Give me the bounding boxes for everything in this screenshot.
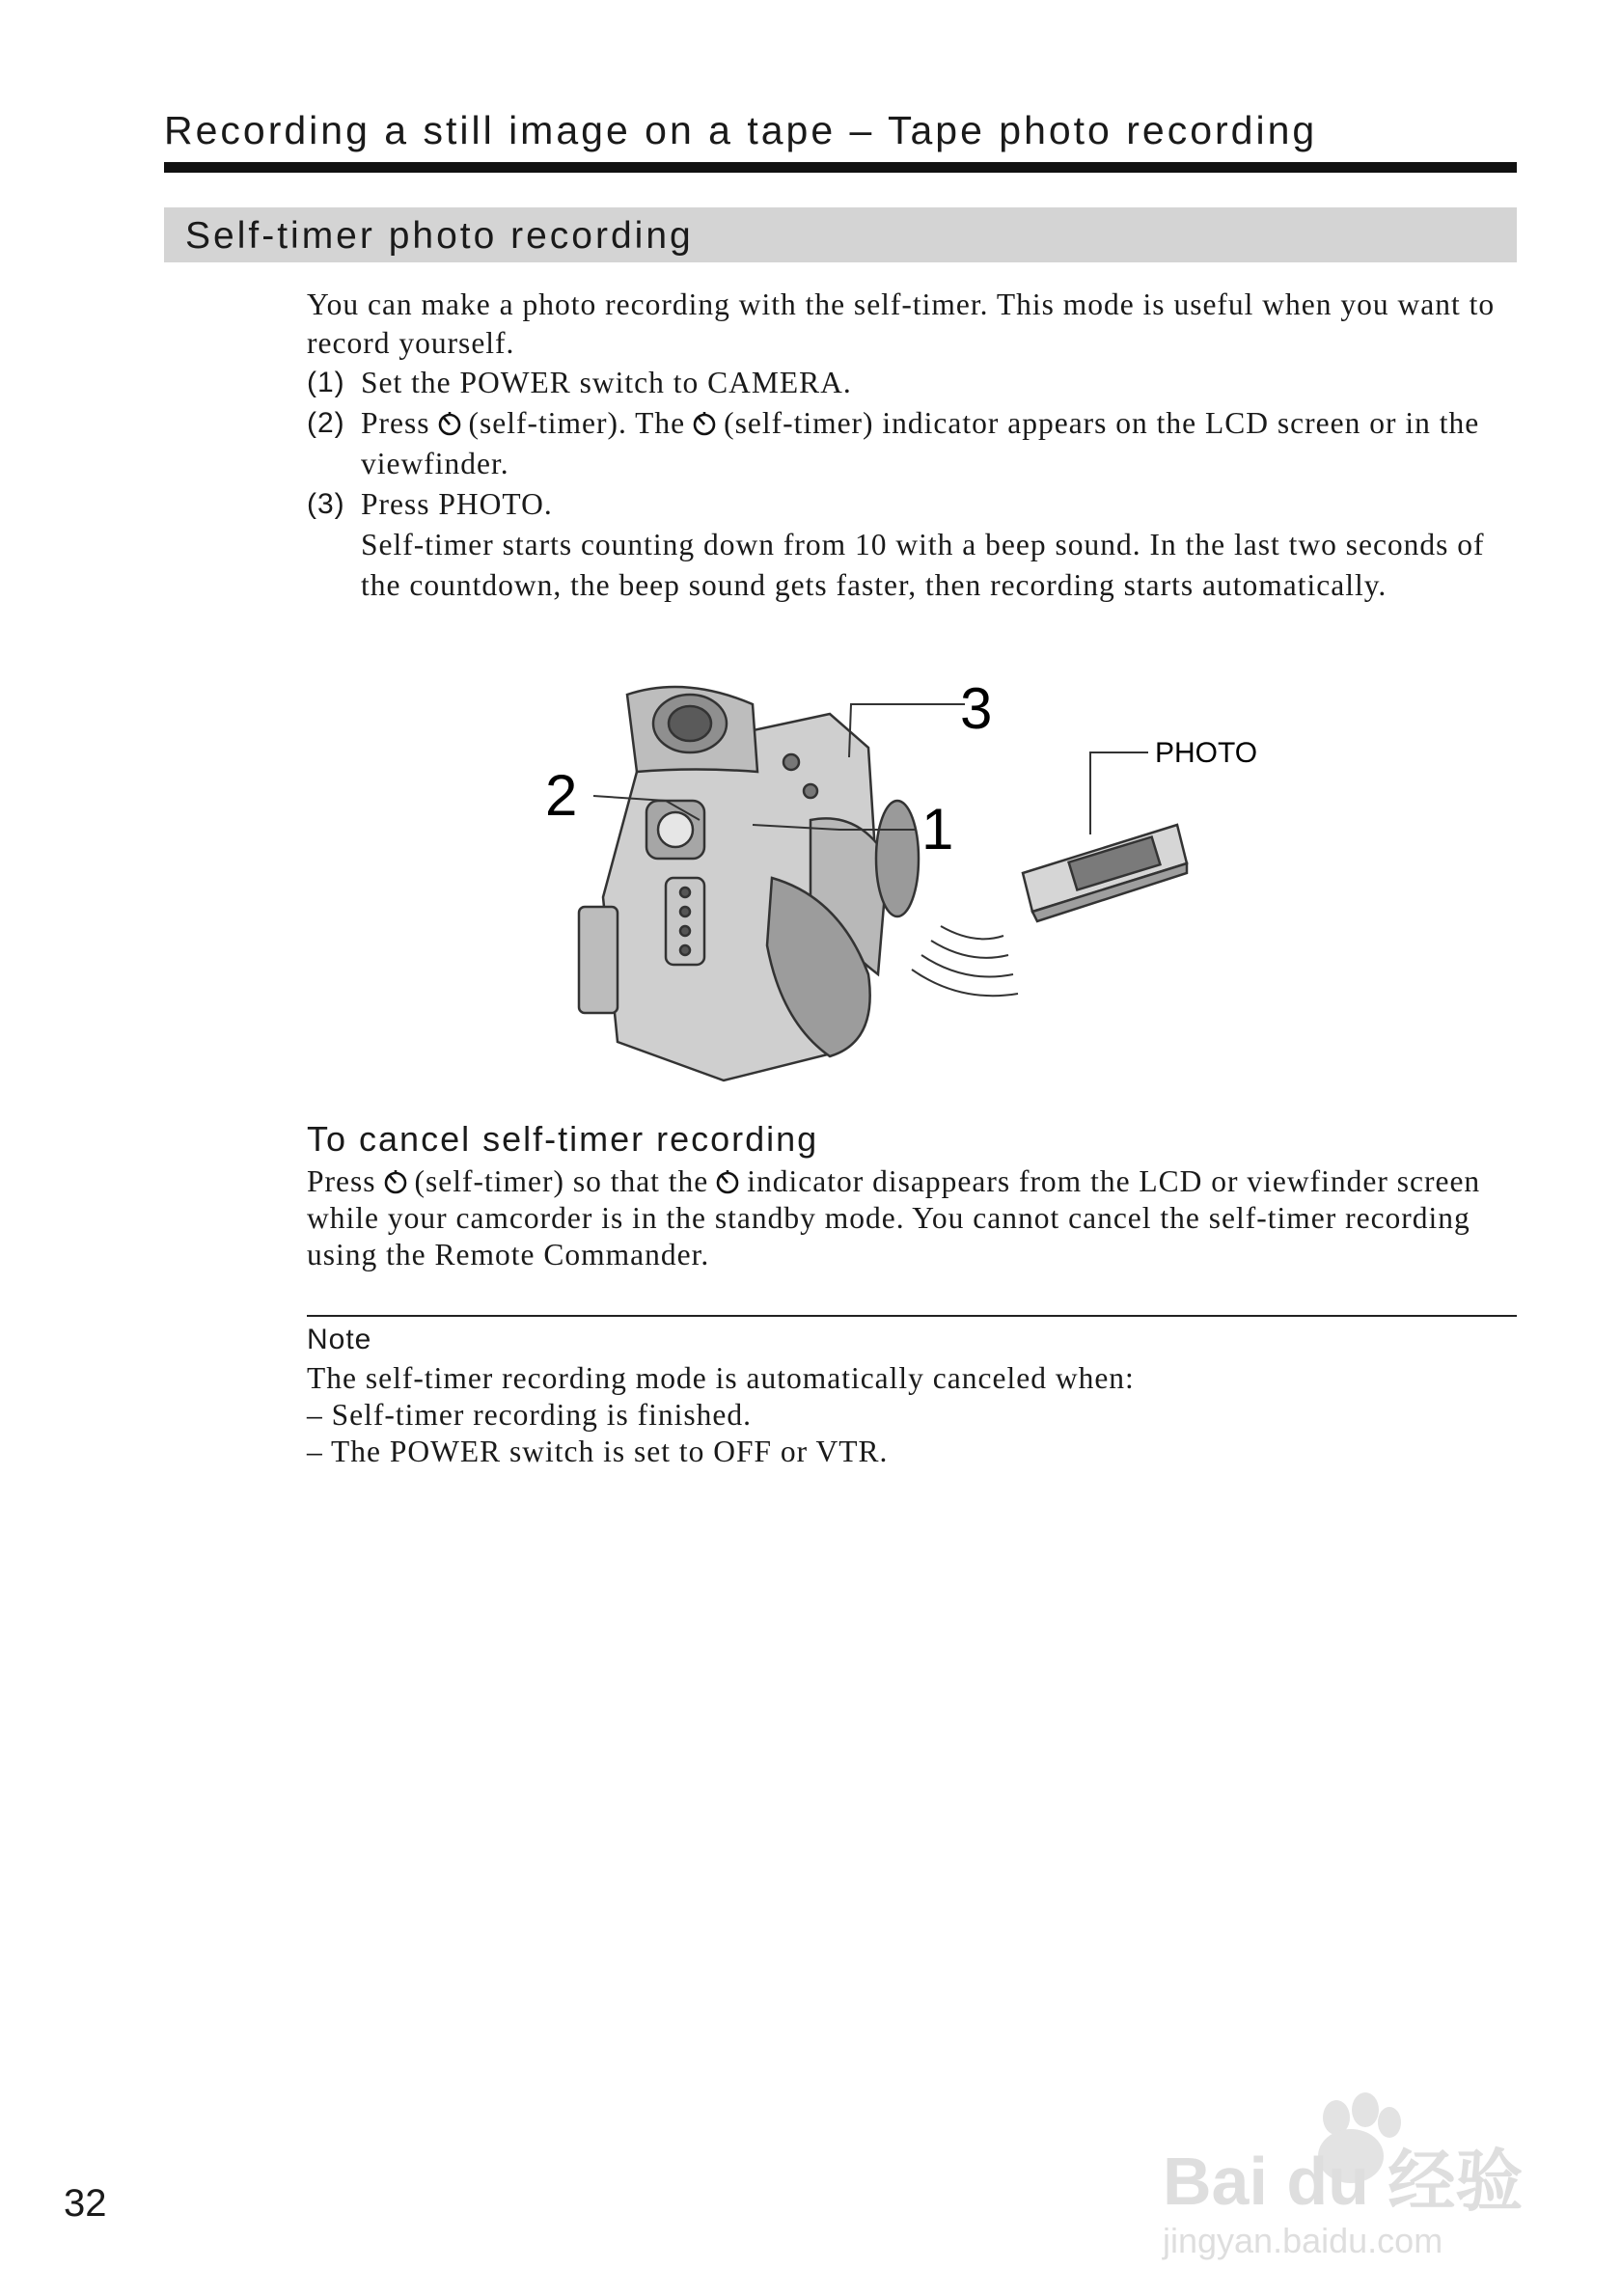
self-timer-icon: [382, 1168, 409, 1195]
self-timer-icon: [436, 410, 463, 437]
camcorder-illustration: [521, 656, 1293, 1109]
step-number: (3): [307, 488, 345, 520]
step-2-text-b: (self-timer). The: [468, 406, 686, 440]
section-title: Self-timer photo recording: [185, 215, 694, 257]
watermark-url: jingyan.baidu.com: [1163, 2221, 1443, 2260]
self-timer-icon: [691, 410, 718, 437]
cancel-text-c: indicator disappears from the LCD or viewfinder screen while your camcorder is in the standby mode. You cannot cancel the self-timer recording using the Remote Commander.: [307, 1164, 1481, 1271]
note-heading: Note: [307, 1324, 372, 1355]
step-text: [361, 403, 1523, 484]
baidu-watermark: [1143, 2089, 1549, 2262]
step-1: [307, 363, 1523, 403]
note-body: [307, 1360, 1523, 1470]
header-rule: [164, 162, 1517, 173]
step-text: Set the POWER switch to CAMERA.: [361, 366, 852, 399]
step-2-text-a: Press: [361, 406, 430, 440]
note-rule: [307, 1315, 1517, 1317]
camcorder-drawing: [579, 687, 919, 1080]
cancel-text-b: (self-timer) so that the: [414, 1164, 709, 1198]
step-3: [307, 484, 1523, 606]
cancel-paragraph: [307, 1163, 1523, 1273]
page-number: 32: [64, 2182, 107, 2225]
callout-1: 1: [921, 797, 954, 861]
page-header-title: Recording a still image on a tape – Tape photo recording: [164, 108, 1318, 152]
callout-3: 3: [960, 676, 993, 741]
callout-2: 2: [545, 763, 578, 828]
step-2: [307, 403, 1523, 484]
note-line-3: – The POWER switch is set to OFF or VTR.: [307, 1435, 889, 1468]
step-2-text-c: (self-timer) indicator appears on the LCD screen or in the viewfinder.: [361, 406, 1480, 480]
step-3-text-a: Press PHOTO.: [361, 487, 553, 521]
cancel-text-a: Press: [307, 1164, 376, 1198]
section-bar: [164, 207, 1517, 262]
cancel-heading: To cancel self-timer recording: [307, 1119, 819, 1159]
photo-label: PHOTO: [1155, 737, 1258, 769]
note-line-2: – Self-timer recording is finished.: [307, 1398, 753, 1432]
signal-arcs: [912, 926, 1018, 996]
note-line-1: The self-timer recording mode is automatically canceled when:: [307, 1361, 1135, 1395]
remote-commander-drawing: [1023, 825, 1187, 921]
self-timer-icon: [714, 1168, 741, 1195]
step-number: (2): [307, 407, 345, 439]
step-number: (1): [307, 367, 345, 398]
watermark-brand: Bai du 经验: [1163, 2144, 1524, 2219]
step-3-text-b: Self-timer starts counting down from 10 with a beep sound. In the last two seconds of the countdown, the beep sound gets faster, then recording starts automatically.: [361, 528, 1485, 602]
intro-paragraph: You can make a photo recording with the self-timer. This mode is useful when you want to record yourself.: [307, 287, 1496, 360]
